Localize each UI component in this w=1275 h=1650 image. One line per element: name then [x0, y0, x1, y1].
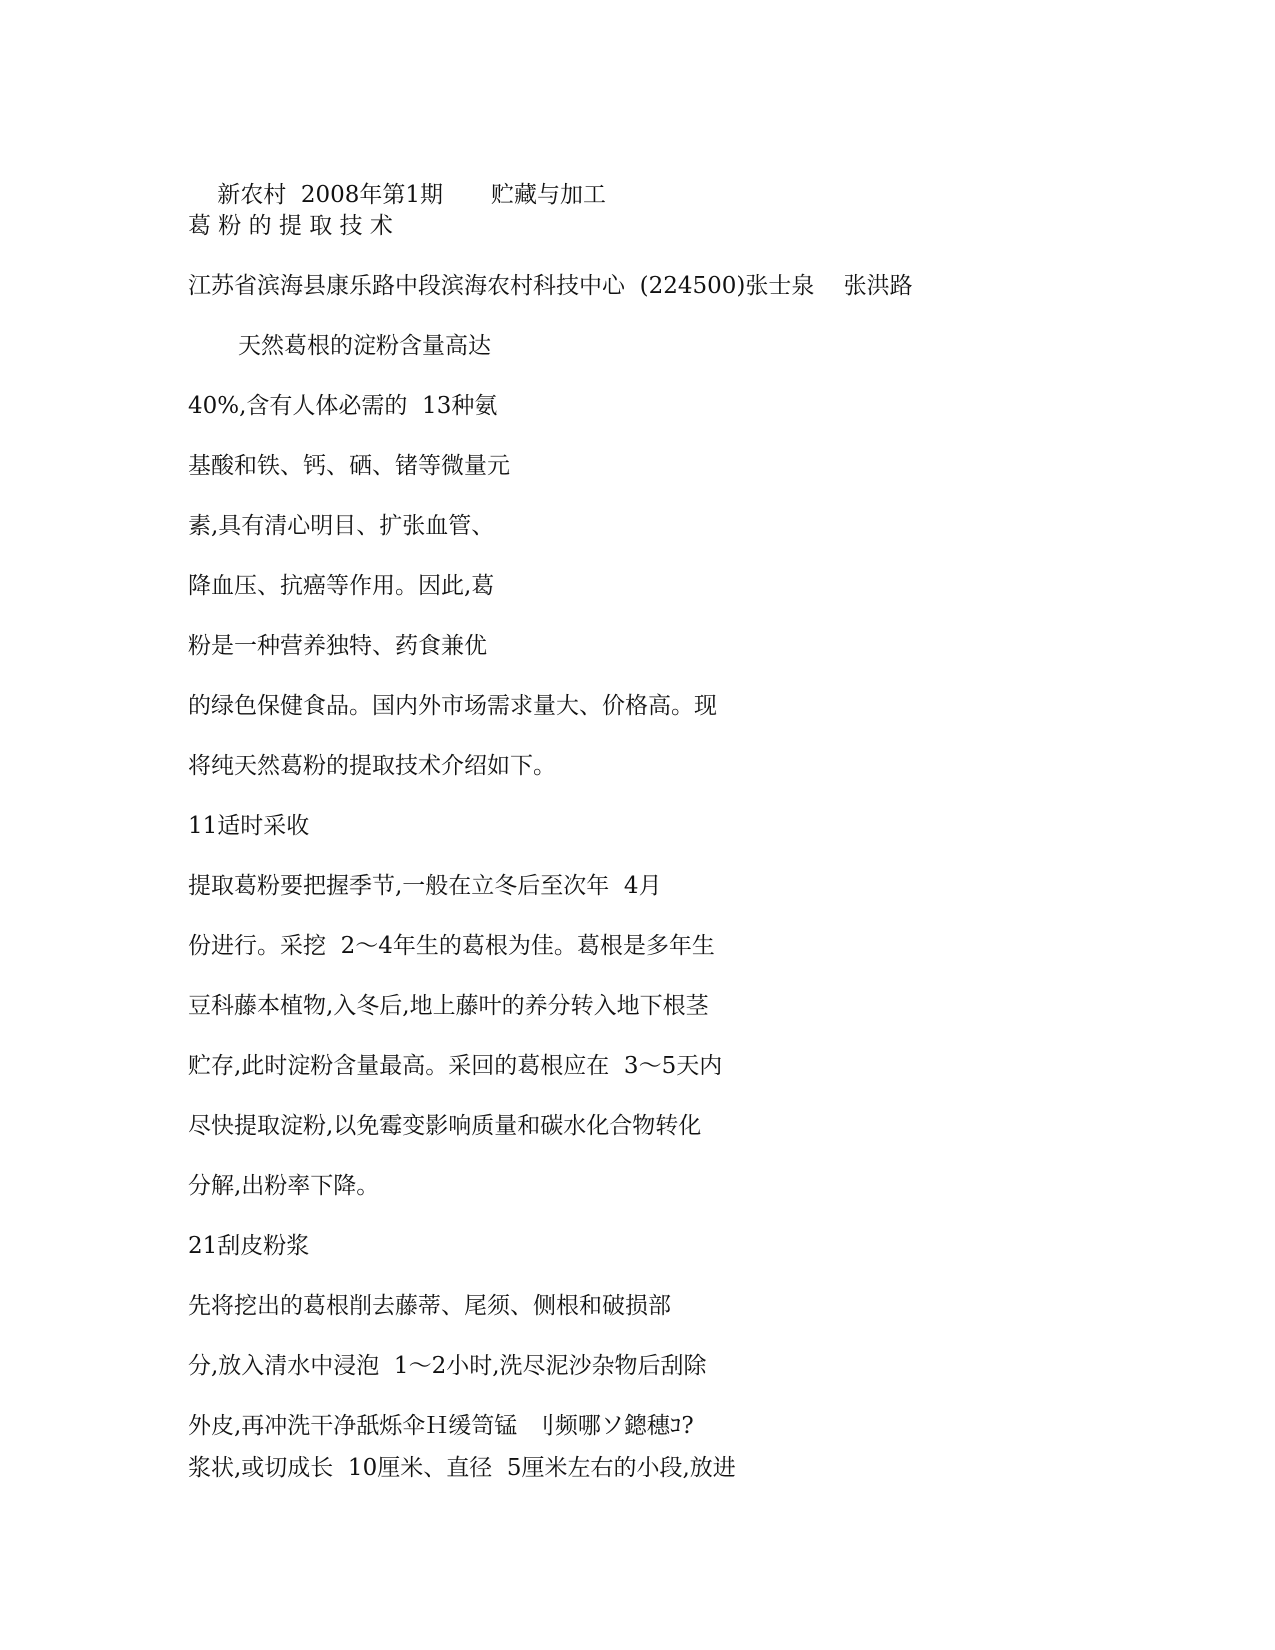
paragraph-line: 素,具有清心明目、扩张血管、 [188, 513, 495, 539]
article-title: 葛 粉 的 提 取 技 术 [188, 213, 393, 239]
section-heading: 21刮皮粉浆 [188, 1233, 310, 1259]
paragraph-line: 外皮,再冲洗干净舐烁伞Ｈ缓笥锰 刂频哪ソ鏓穗ｺ? [188, 1413, 694, 1439]
paragraph-line: 粉是一种营养独特、药食兼优 [188, 633, 487, 659]
paragraph-line: 天然葛根的淀粉含量高达 [238, 333, 491, 359]
section-name: 贮藏与加工 [491, 182, 607, 208]
paragraph-line: 分,放入清水中浸泡 1～2小时,洗尽泥沙杂物后刮除 [188, 1353, 707, 1379]
paragraph-line: 分解,出粉率下降。 [188, 1173, 380, 1199]
journal-issue: 新农村 2008年第1期 [217, 182, 444, 208]
paragraph-line: 将纯天然葛粉的提取技术介绍如下。 [188, 753, 556, 779]
paragraph-line: 先将挖出的葛根削去藤蒂、尾须、侧根和破损部 [188, 1293, 671, 1319]
paragraph-line: 尽快提取淀粉,以免霉变影响质量和碳水化合物转化 [188, 1113, 702, 1139]
paragraph-line: 基酸和铁、钙、硒、锗等微量元 [188, 453, 510, 479]
paragraph-line: 浆状,或切成长 10厘米、直径 5厘米左右的小段,放进 [188, 1455, 736, 1481]
paragraph-line: 降血压、抗癌等作用。因此,葛 [188, 573, 495, 599]
paragraph-line: 贮存,此时淀粉含量最高。采回的葛根应在 3～5天内 [188, 1053, 723, 1079]
paragraph-line: 豆科藤本植物,入冬后,地上藤叶的养分转入地下根茎 [188, 993, 709, 1019]
paragraph-line: 提取葛粉要把握季节,一般在立冬后至次年 4月 [188, 873, 662, 899]
paragraph-line: 份进行。采挖 2～4年生的葛根为佳。葛根是多年生 [188, 933, 715, 959]
paragraph-line: 40%,含有人体必需的 13种氨 [188, 393, 498, 419]
paragraph-line: 的绿色保健食品。国内外市场需求量大、价格高。现 [188, 693, 717, 719]
section-heading: 11适时采收 [188, 813, 310, 839]
author-line: 江苏省滨海县康乐路中段滨海农村科技中心 (224500)张士泉 张洪路 [188, 273, 913, 299]
